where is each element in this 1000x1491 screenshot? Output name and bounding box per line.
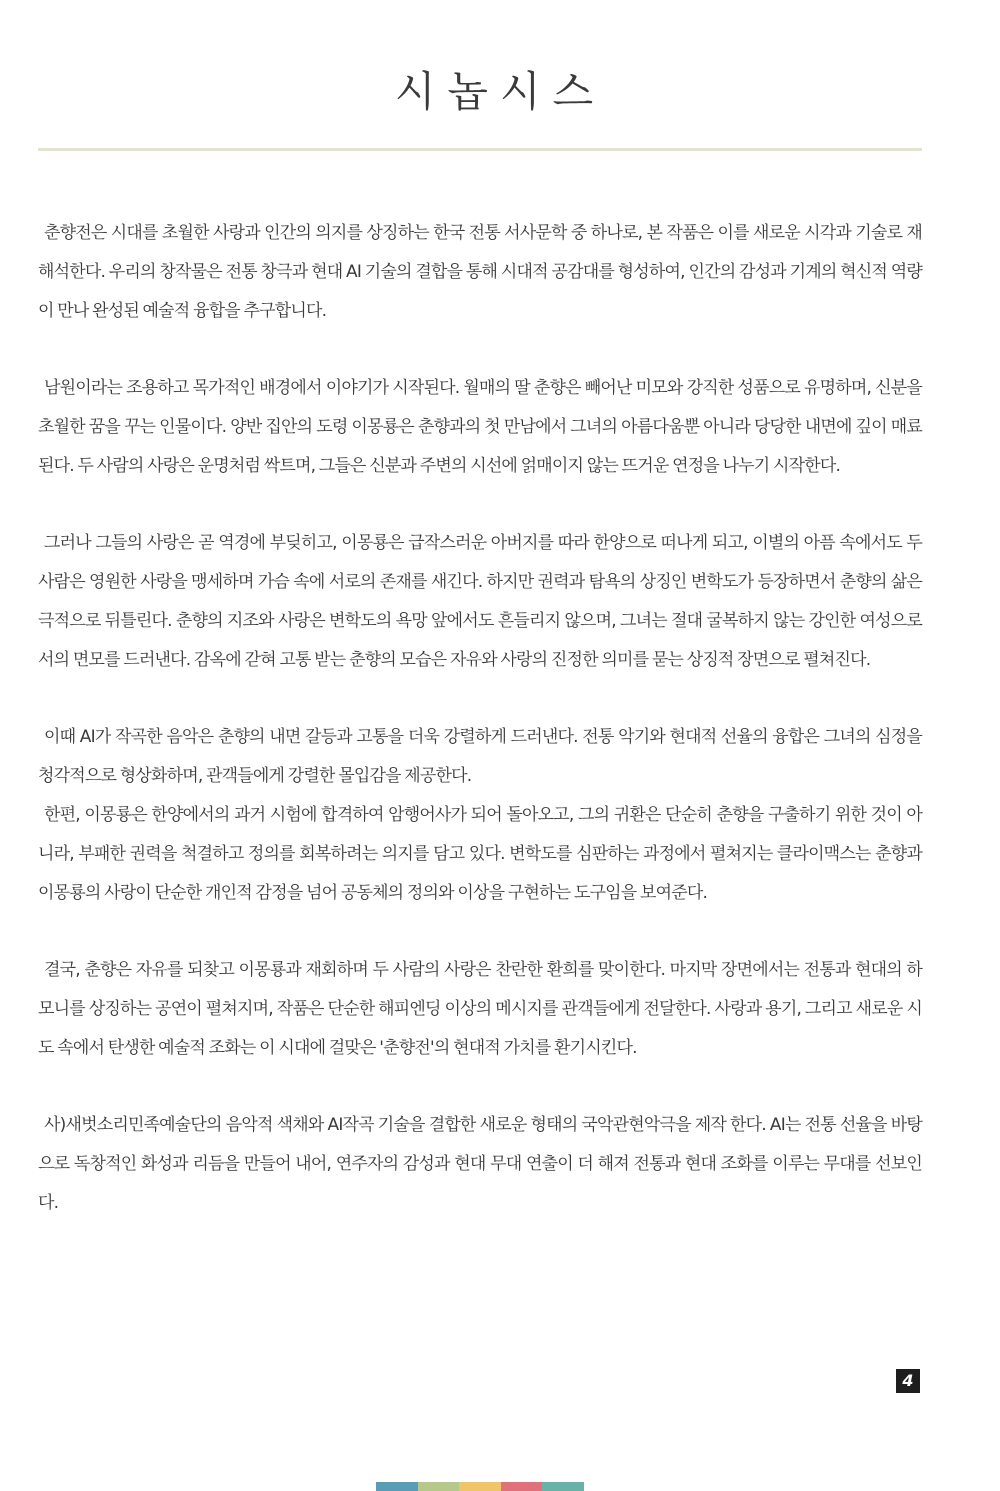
paragraph-production: 사)새벗소리민족예술단의 음악적 색채와 AI작곡 기술을 결합한 새로운 형태의 국악관현악극을 제작 한다. AI는 전통 선율을 바탕으로 독창적인 화성과 리듬을 만들어 내어, 연주자의 감성과 현대 무대 연출이 더 해져 전통과 현대 조화를 이루는 무대를 선보인다. <box>38 1115 922 1213</box>
page-number-badge: 4 <box>896 1369 920 1393</box>
color-bar-segment <box>501 1482 543 1491</box>
paragraph-return: 한편, 이몽룡은 한양에서의 과거 시험에 합격하여 암행어사가 되어 돌아오고, 그의 귀환은 단순히 춘향을 구출하기 위한 것이 아니라, 부패한 권력을 척결하고 정의를 회복하려는 의지를 담고 있다. 변학도를 심판하는 과정에서 펼쳐지는 클라이맥스는 춘향과 이몽룡의 사랑이 단순한 개인적 감정을 넘어 공동체의 정의와 이상을 구현하는 도구임을 보여준다. <box>38 805 922 903</box>
paragraph-intro: 춘향전은 시대를 초월한 사랑과 인간의 의지를 상징하는 한국 전통 서사문학 중 하나로, 본 작품은 이를 새로운 시각과 기술로 재해석한다. 우리의 창작물은 전통 창극과 현대 AI 기술의 결합을 통해 시대적 공감대를 형성하여, 인간의 감성과 기계의 혁신적 역량이 만나 완성된 예술적 융합을 추구합니다. <box>38 223 922 321</box>
paragraph-ai-music: 이때 AI가 작곡한 음악은 춘향의 내면 갈등과 고통을 더욱 강렬하게 드러낸다. 전통 악기와 현대적 선율의 융합은 그녀의 심정을 청각적으로 형상화하며, 관객들에게 강렬한 몰입감을 제공한다. <box>38 727 922 786</box>
color-bar-segment <box>459 1482 501 1491</box>
page-title: 시놉시스 <box>394 67 606 116</box>
paragraph-conflict: 그러나 그들의 사랑은 곧 역경에 부딪히고, 이몽룡은 급작스러운 아버지를 따라 한양으로 떠나게 되고, 이별의 아픔 속에서도 두 사람은 영원한 사랑을 맹세하며 가슴 속에 서로의 존재를 새긴다. 하지만 권력과 탐욕의 상징인 변학도가 등장하면서 춘향의 삶은 극적으로 뒤틀린다. 춘향의 지조와 사랑은 변학도의 욕망 앞에서도 흔들리지 않으며, 그녀는 절대 굴복하지 않는 강인한 여성으로서의 면모를 드러낸다. 감옥에 갇혀 고통 받는 춘향의 모습은 자유와 사랑의 진정한 의미를 묻는 상징적 장면으로 펼쳐진다. <box>38 533 922 670</box>
bottom-color-bar <box>376 1482 584 1491</box>
synopsis-body <box>38 214 922 1261</box>
title-divider <box>38 148 922 151</box>
paragraph-ending: 결국, 춘향은 자유를 되찾고 이몽룡과 재회하며 두 사람의 사랑은 찬란한 환희를 맞이한다. 마지막 장면에서는 전통과 현대의 하모니를 상징하는 공연이 펼쳐지며, 작품은 단순한 해피엔딩 이상의 메시지를 관객들에게 전달한다. 사랑과 용기, 그리고 새로운 시도 속에서 탄생한 예술적 조화는 이 시대에 걸맞은 '춘향전'의 현대적 가치를 환기시킨다. <box>38 960 922 1058</box>
color-bar-segment <box>542 1482 584 1491</box>
paragraph-meeting: 남원이라는 조용하고 목가적인 배경에서 이야기가 시작된다. 월매의 딸 춘향은 빼어난 미모와 강직한 성품으로 유명하며, 신분을 초월한 꿈을 꾸는 인물이다. 양반 집안의 도령 이몽룡은 춘향과의 첫 만남에서 그녀의 아름다움뿐 아니라 당당한 내면에 깊이 매료된다. 두 사람의 사랑은 운명처럼 싹트며, 그들은 신분과 주변의 시선에 얽매이지 않는 뜨거운 연정을 나누기 시작한다. <box>38 378 922 476</box>
color-bar-segment <box>376 1482 418 1491</box>
color-bar-segment <box>418 1482 460 1491</box>
